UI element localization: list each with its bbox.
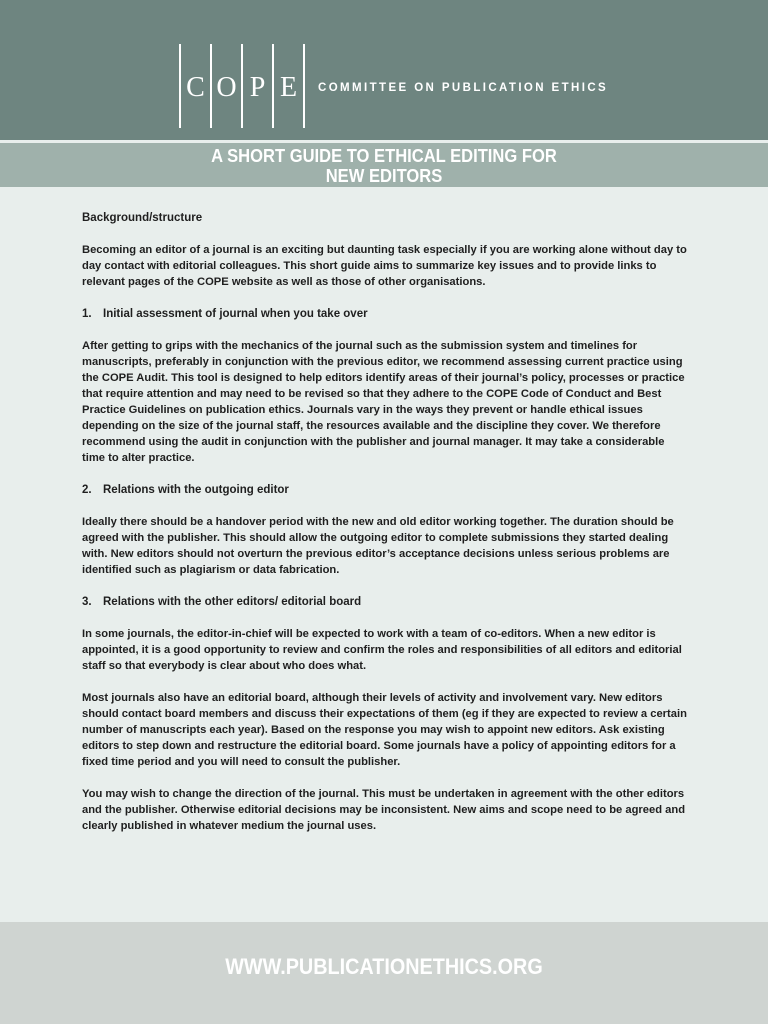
intro-paragraph: Becoming an editor of a journal is an exciting but daunting task especially if you are working alone without day to day contact with editorial colleagues. This short guide aims to summarize key issues and to provide links to relevant pages of the COPE website as well as those of other organisations. bbox=[82, 244, 687, 288]
title-line-1: A SHORT GUIDE TO ETHICAL EDITING FOR bbox=[211, 146, 557, 166]
section-1-paragraph: After getting to grips with the mechanics of the journal such as the submission system and timelines for manuscripts, preferably in conjunction with the previous editor, we recommend assessing current practice using the COPE Audit. This tool is designed to help editors identify areas of their journal’s policy, processes or practice that require attention and may need to be revised so that they adhere to the COPE Code of Conduct and Best Practice Guidelines on publication ethics. Journals vary in the ways they prevent or handle ethical issues depending on the size of the journal staff, the resources available and the discipline they cover. We therefore recommend using the audit in conjunction with the publisher and journal manager. It may take a considerable time to alter practice. bbox=[82, 340, 685, 464]
logo-divider bbox=[303, 44, 305, 128]
title-line-2: NEW EDITORS bbox=[325, 166, 443, 186]
section-1-number: 1. bbox=[82, 308, 92, 320]
logo-letter-e: E bbox=[279, 72, 298, 103]
logo-letter-p: P bbox=[249, 72, 266, 103]
header-band bbox=[0, 0, 768, 140]
editorial-board-paragraph: Most journals also have an editorial board, although their levels of activity and involvement vary. New editors should contact board members and discuss their expectations of them (eg if they are expected to review a certain number of manuscripts each year). Based on the response you may wish to appoint new editors. Ask existing editors to step down and restructure the editorial board. Some journals have a policy of appointing editors for a fixed time period and you will need to consult the publisher. bbox=[82, 692, 687, 768]
section-2-paragraph: Ideally there should be a handover period with the new and old editor working together. The duration should be agreed with the publisher. This should allow the outgoing editor to complete submissions they started dealing with. New editors should not overturn the previous editor’s acceptance decisions unless serious problems are identified such as plagiarism or data fabrication. bbox=[82, 516, 674, 576]
section-2-number: 2. bbox=[82, 484, 92, 496]
section-2-title: Relations with the outgoing editor bbox=[103, 484, 289, 496]
section-3-heading bbox=[82, 594, 687, 610]
section-3-paragraph: In some journals, the editor-in-chief will be expected to work with a team of co-editors. When a new editor is appointed, it is a good opportunity to review and confirm the roles and responsibilities of all editors and editorial staff so that everybody is clear about who does what. bbox=[82, 628, 682, 672]
footer-band bbox=[0, 922, 768, 1024]
logo-tagline: COMMITTEE ON PUBLICATION ETHICS bbox=[318, 82, 609, 94]
section-1-heading bbox=[82, 306, 687, 322]
title-band bbox=[0, 143, 768, 187]
background-heading: Background/structure bbox=[82, 212, 203, 224]
section-2-heading bbox=[82, 482, 687, 498]
document-body bbox=[82, 210, 687, 834]
section-3-title: Relations with the other editors/ editorial board bbox=[103, 596, 362, 608]
logo-letter-o: O bbox=[216, 72, 237, 103]
cope-logo[interactable] bbox=[179, 44, 608, 128]
section-1-title: Initial assessment of journal when you take over bbox=[103, 308, 368, 320]
document-title bbox=[31, 143, 738, 186]
logo-letter-c: C bbox=[186, 72, 205, 103]
journal-direction-paragraph: You may wish to change the direction of the journal. This must be undertaken in agreement with the other editors and the publisher. Otherwise editorial decisions may be inconsistent. New aims and scope need to be agreed and clearly published in whatever medium the journal uses. bbox=[82, 788, 686, 832]
section-3-number: 3. bbox=[82, 596, 92, 608]
website-link[interactable]: WWW.PUBLICATIONETHICS.ORG bbox=[225, 954, 543, 979]
